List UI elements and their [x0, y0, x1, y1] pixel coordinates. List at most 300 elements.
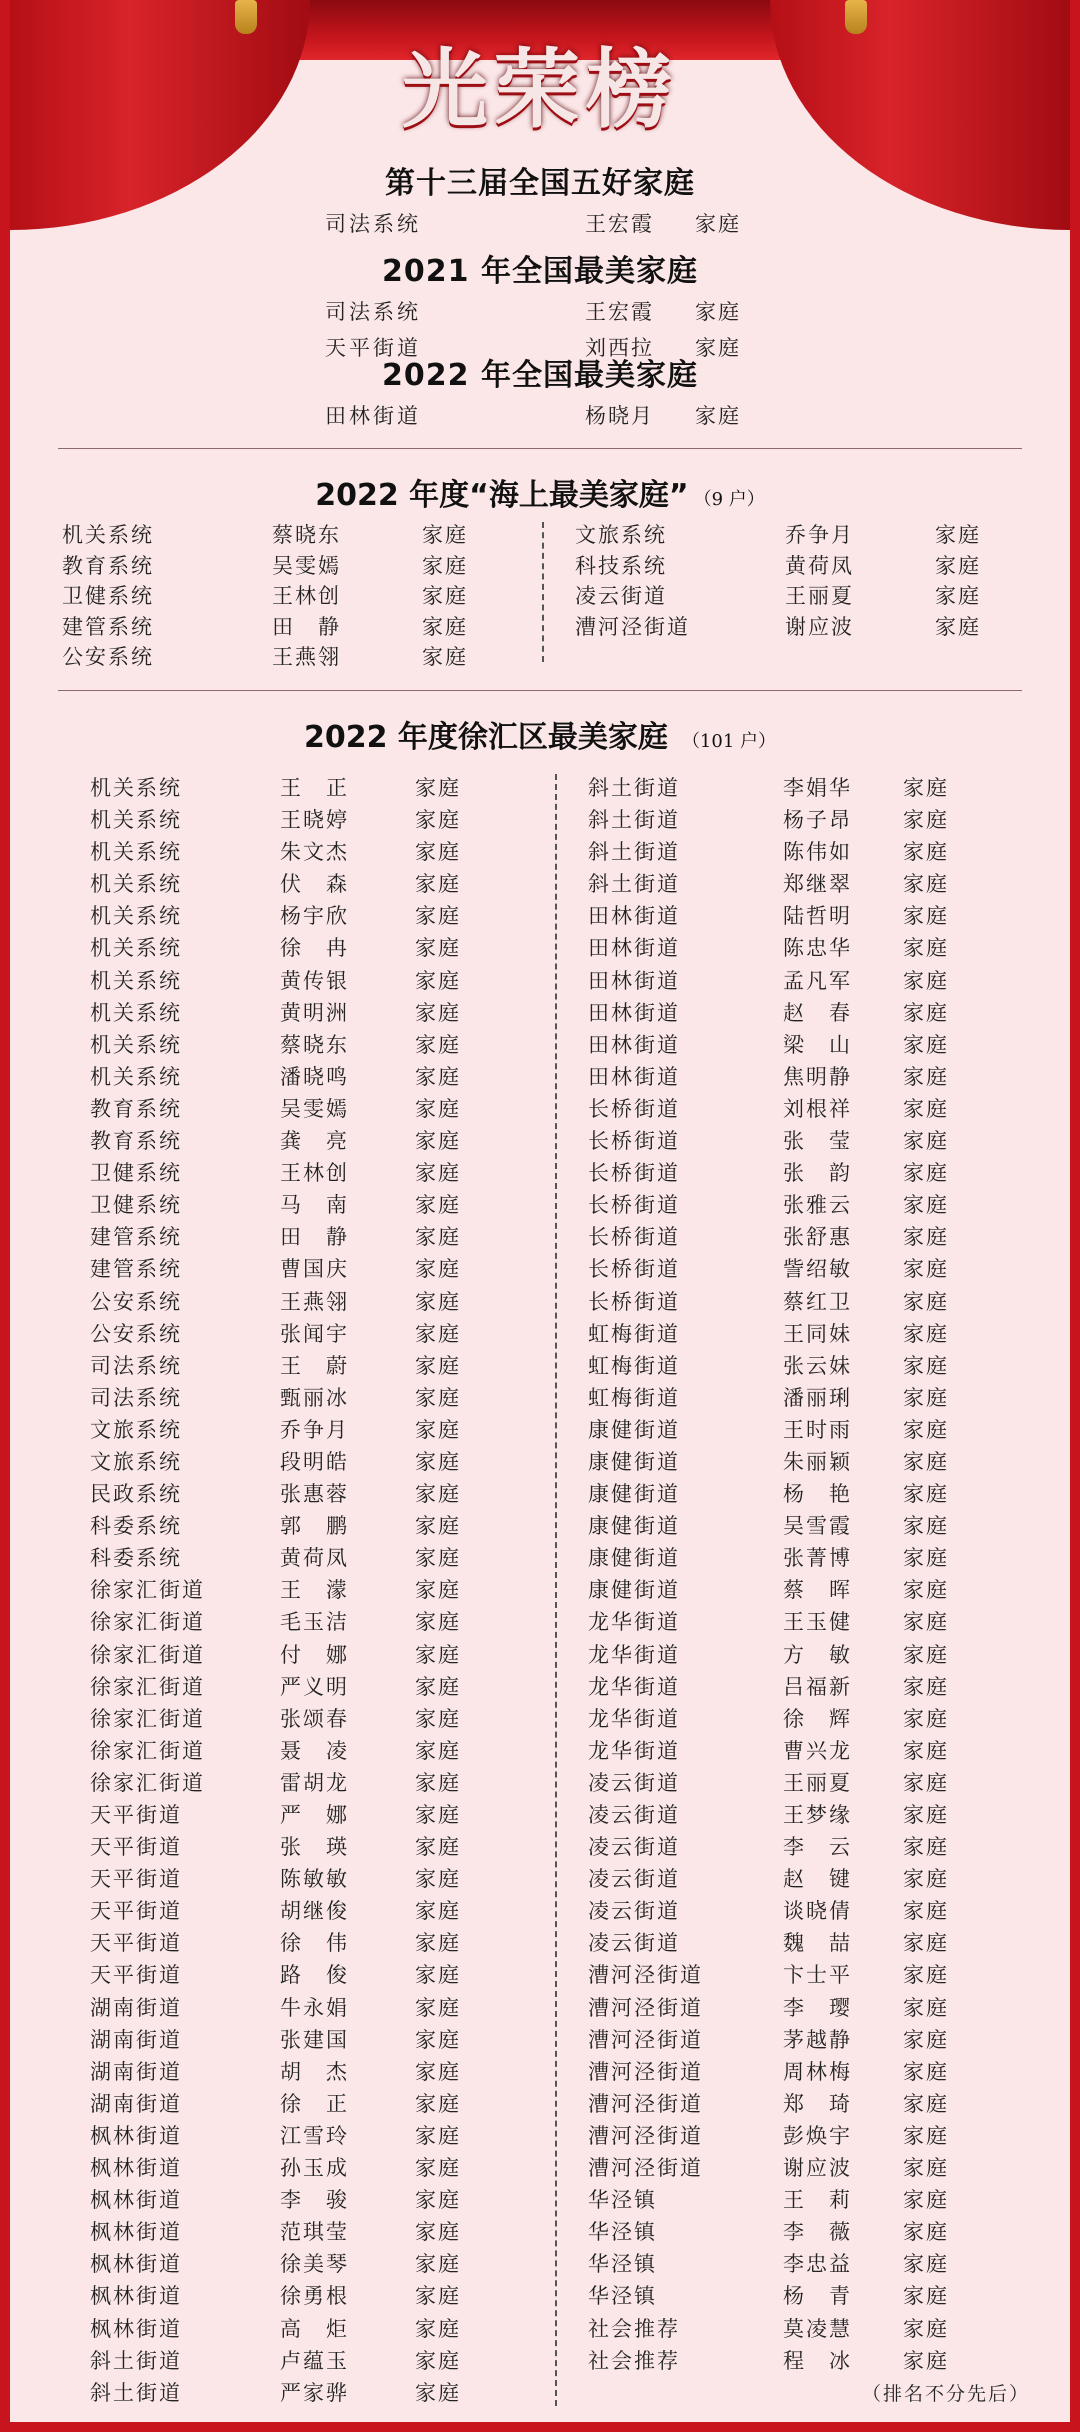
family-label: 家庭	[415, 2027, 461, 2052]
list-item	[62, 520, 492, 551]
unit-name: 教育系统	[90, 1096, 182, 1121]
unit-name: 枫林街道	[90, 2284, 182, 2309]
family-label: 家庭	[903, 2027, 949, 2052]
list-item	[588, 2248, 973, 2280]
family-label: 家庭	[903, 776, 949, 800]
list-item	[90, 2088, 485, 2120]
family-label: 家庭	[903, 1674, 949, 1699]
list-item	[588, 1542, 973, 1574]
list-item	[90, 900, 485, 932]
family-label: 家庭	[903, 840, 949, 865]
unit-name: 凌云街道	[575, 584, 667, 608]
family-label: 家庭	[903, 1963, 949, 1988]
family-label: 家庭	[903, 1546, 949, 1571]
person-name: 严 娜	[280, 1803, 349, 1827]
unit-name: 教育系统	[62, 553, 154, 578]
family-label: 家庭	[695, 300, 741, 324]
list-item	[588, 1029, 973, 1061]
list-item	[588, 1992, 973, 2024]
family-label: 家庭	[695, 212, 741, 236]
list-item	[90, 1253, 485, 1285]
list-item	[575, 612, 1005, 643]
list-item	[588, 2024, 973, 2056]
unit-name: 华泾镇	[588, 2284, 657, 2309]
list-item	[90, 965, 485, 997]
family-label: 家庭	[415, 1899, 461, 1924]
person-name: 雷胡龙	[280, 1770, 349, 1795]
family-label: 家庭	[903, 2348, 949, 2373]
honor-block	[10, 350, 1070, 430]
person-name: 郑 琦	[783, 2091, 852, 2116]
unit-name: 科委系统	[90, 1546, 182, 1571]
unit-name: 徐家汇街道	[90, 1706, 205, 1731]
list-item	[588, 2152, 973, 2184]
family-label: 家庭	[415, 1449, 461, 1474]
unit-name: 机关系统	[90, 840, 182, 865]
family-label: 家庭	[415, 1353, 461, 1378]
person-name: 莫凌慧	[783, 2316, 852, 2341]
family-label: 家庭	[903, 872, 949, 897]
family-label: 家庭	[903, 2284, 949, 2309]
list-item	[588, 1446, 973, 1478]
column-separator	[542, 522, 544, 662]
list-item	[588, 1831, 973, 1863]
family-label: 家庭	[903, 904, 949, 929]
list-item	[588, 2120, 973, 2152]
person-name: 段明皓	[280, 1449, 349, 1474]
list-item	[588, 1286, 973, 1318]
unit-name: 凌云街道	[588, 1867, 680, 1892]
unit-name: 教育系统	[90, 1129, 182, 1154]
person-name: 甄丽冰	[280, 1385, 349, 1410]
honor-heading: 第十三届全国五好家庭	[385, 166, 695, 201]
list-item	[90, 1927, 485, 1959]
unit-name: 斜土街道	[588, 840, 680, 865]
person-name: 毛玉洁	[280, 1610, 349, 1635]
family-label: 家庭	[415, 2156, 461, 2181]
person-name: 卢蕴玉	[280, 2348, 349, 2373]
unit-name: 民政系统	[90, 1482, 182, 1507]
person-name: 田 静	[280, 1225, 349, 1250]
list-item	[588, 1157, 973, 1189]
family-label: 家庭	[903, 2188, 949, 2213]
person-name: 聂 凌	[280, 1738, 349, 1763]
family-label: 家庭	[903, 1321, 949, 1346]
person-name: 路 俊	[280, 1963, 349, 1988]
unit-name: 华泾镇	[588, 2220, 657, 2245]
family-label: 家庭	[903, 1193, 949, 1218]
person-name: 张闻宇	[280, 1321, 349, 1346]
family-label: 家庭	[415, 1738, 461, 1763]
list-item	[90, 1639, 485, 1671]
unit-name: 卫健系统	[62, 584, 154, 608]
family-label: 家庭	[415, 2188, 461, 2213]
unit-name: 枫林街道	[90, 2123, 182, 2148]
list-item	[90, 1414, 485, 1446]
unit-name: 湖南街道	[90, 2059, 182, 2084]
family-label: 家庭	[695, 336, 741, 360]
unit-name: 公安系统	[90, 1321, 182, 1346]
family-label: 家庭	[903, 1289, 949, 1314]
family-label: 家庭	[903, 808, 949, 833]
list-item	[90, 1286, 485, 1318]
person-name: 王晓婷	[280, 808, 349, 833]
list-item	[588, 1703, 973, 1735]
person-name: 王燕翎	[280, 1289, 349, 1314]
person-name: 杨 青	[783, 2284, 852, 2309]
list-item	[588, 772, 973, 804]
unit-name: 龙华街道	[588, 1706, 680, 1731]
unit-name: 田林街道	[588, 1032, 680, 1057]
unit-name: 田林街道	[325, 404, 421, 428]
list-item	[588, 1927, 973, 1959]
list-item	[90, 2152, 485, 2184]
family-label: 家庭	[415, 776, 461, 800]
person-name: 谢应波	[783, 2156, 852, 2181]
person-name: 张云妹	[783, 1353, 852, 1378]
unit-name: 虹梅街道	[588, 1321, 680, 1346]
person-name: 卞士平	[783, 1963, 852, 1988]
unit-name: 机关系统	[90, 808, 182, 833]
list-item	[90, 804, 485, 836]
person-name: 陈伟如	[783, 840, 852, 865]
person-name: 徐 伟	[280, 1931, 349, 1956]
unit-name: 康健街道	[588, 1482, 680, 1507]
family-label: 家庭	[415, 2348, 461, 2373]
honor-block	[10, 246, 1070, 362]
person-name: 黄荷凤	[785, 553, 854, 578]
person-name: 龚 亮	[280, 1129, 349, 1154]
haishang-list-left	[62, 520, 492, 673]
person-name: 严家骅	[280, 2380, 349, 2405]
honor-block	[10, 158, 1070, 238]
unit-name: 长桥街道	[588, 1225, 680, 1250]
unit-name: 徐家汇街道	[90, 1770, 205, 1795]
person-name: 黄传银	[280, 968, 349, 993]
family-label: 家庭	[415, 1000, 461, 1025]
person-name: 谢应波	[785, 614, 854, 639]
family-label: 家庭	[903, 1161, 949, 1186]
family-label: 家庭	[415, 2252, 461, 2277]
person-name: 乔争月	[785, 523, 854, 547]
haishang-count: （9 户）	[702, 489, 765, 510]
unit-name: 华泾镇	[588, 2252, 657, 2277]
person-name: 蔡红卫	[783, 1289, 852, 1314]
person-name: 赵 键	[783, 1867, 852, 1892]
person-name: 焦明静	[783, 1064, 852, 1089]
person-name: 曹兴龙	[783, 1738, 852, 1763]
list-item	[90, 997, 485, 1029]
list-item	[588, 1093, 973, 1125]
family-label: 家庭	[415, 1835, 461, 1860]
haishang-title: 2022 年度“海上最美家庭”	[315, 478, 689, 513]
family-label: 家庭	[903, 1000, 949, 1025]
unit-name: 斜土街道	[588, 872, 680, 897]
person-name: 蔡晓东	[272, 523, 341, 547]
person-name: 范琪莹	[280, 2220, 349, 2245]
list-item	[90, 1221, 485, 1253]
unit-name: 田林街道	[588, 936, 680, 961]
family-label: 家庭	[903, 1385, 949, 1410]
list-item	[90, 2056, 485, 2088]
list-item	[575, 551, 1005, 582]
unit-name: 社会推荐	[588, 2348, 680, 2373]
list-item	[90, 2313, 485, 2345]
list-item	[588, 2088, 973, 2120]
unit-name: 卫健系统	[90, 1193, 182, 1218]
person-name: 杨子昂	[783, 808, 852, 833]
unit-name: 徐家汇街道	[90, 1674, 205, 1699]
family-label: 家庭	[903, 1353, 949, 1378]
unit-name: 漕河泾街道	[588, 2091, 703, 2116]
list-item	[90, 1125, 485, 1157]
person-name: 胡继俊	[280, 1899, 349, 1924]
unit-name: 凌云街道	[588, 1931, 680, 1956]
unit-name: 司法系统	[325, 300, 421, 324]
unit-name: 天平街道	[90, 1931, 182, 1956]
list-item	[90, 1735, 485, 1767]
list-item	[90, 1318, 485, 1350]
unit-name: 科技系统	[575, 553, 667, 578]
family-label: 家庭	[415, 808, 461, 833]
list-item	[588, 1382, 973, 1414]
unit-name: 长桥街道	[588, 1257, 680, 1282]
unit-name: 康健街道	[588, 1449, 680, 1474]
family-label: 家庭	[903, 1449, 949, 1474]
person-name: 马 南	[280, 1193, 349, 1218]
person-name: 程 冰	[783, 2348, 852, 2373]
family-label: 家庭	[415, 1706, 461, 1731]
unit-name: 枫林街道	[90, 2156, 182, 2181]
person-name: 王丽夏	[785, 584, 854, 608]
person-name: 吴雯嫣	[280, 1096, 349, 1121]
list-item	[588, 2056, 973, 2088]
person-name: 王时雨	[783, 1417, 852, 1442]
person-name: 彭焕宇	[783, 2123, 852, 2148]
family-label: 家庭	[415, 1546, 461, 1571]
person-name: 茅越静	[783, 2027, 852, 2052]
unit-name: 枫林街道	[90, 2252, 182, 2277]
family-label: 家庭	[415, 1289, 461, 1314]
family-label: 家庭	[415, 2380, 461, 2405]
unit-name: 科委系统	[90, 1514, 182, 1539]
person-name: 张 瑛	[280, 1835, 349, 1860]
list-item	[588, 2345, 973, 2377]
person-name: 王 濛	[280, 1578, 349, 1603]
family-label: 家庭	[415, 1193, 461, 1218]
list-item	[90, 2184, 485, 2216]
unit-name: 文旅系统	[90, 1449, 182, 1474]
unit-name: 康健街道	[588, 1514, 680, 1539]
unit-name: 虹梅街道	[588, 1353, 680, 1378]
unit-name: 天平街道	[325, 336, 421, 360]
unit-name: 湖南街道	[90, 1995, 182, 2020]
family-label: 家庭	[415, 840, 461, 865]
family-label: 家庭	[903, 968, 949, 993]
unit-name: 龙华街道	[588, 1610, 680, 1635]
person-name: 方 敏	[783, 1642, 852, 1667]
person-name: 潘丽琍	[783, 1385, 852, 1410]
column-separator	[555, 774, 557, 2406]
unit-name: 徐家汇街道	[90, 1610, 205, 1635]
person-name: 蔡 晖	[783, 1578, 852, 1603]
list-item	[588, 1606, 973, 1638]
list-item	[90, 1061, 485, 1093]
person-name: 刘根祥	[783, 1096, 852, 1121]
unit-name: 凌云街道	[588, 1770, 680, 1795]
unit-name: 机关系统	[90, 776, 182, 800]
list-item	[588, 2280, 973, 2312]
list-item	[90, 836, 485, 868]
person-name: 曹国庆	[280, 1257, 349, 1282]
unit-name: 漕河泾街道	[588, 1963, 703, 1988]
list-item	[588, 2313, 973, 2345]
person-name: 李娟华	[783, 776, 852, 800]
person-name: 王同妹	[783, 1321, 852, 1346]
family-label: 家庭	[903, 1417, 949, 1442]
family-label: 家庭	[903, 1225, 949, 1250]
family-label: 家庭	[903, 1835, 949, 1860]
list-item	[588, 1735, 973, 1767]
person-name: 郭 鹏	[280, 1514, 349, 1539]
family-label: 家庭	[415, 1129, 461, 1154]
family-label: 家庭	[422, 645, 468, 669]
family-label: 家庭	[903, 1931, 949, 1956]
list-item	[588, 868, 973, 900]
family-label: 家庭	[903, 1064, 949, 1089]
family-label: 家庭	[415, 2284, 461, 2309]
list-item	[90, 1767, 485, 1799]
person-name: 严义明	[280, 1674, 349, 1699]
family-label: 家庭	[415, 1770, 461, 1795]
family-label: 家庭	[903, 1610, 949, 1635]
family-label: 家庭	[422, 584, 468, 608]
family-label: 家庭	[903, 1514, 949, 1539]
family-label: 家庭	[935, 584, 981, 608]
unit-name: 机关系统	[90, 872, 182, 897]
list-item	[90, 1606, 485, 1638]
person-name: 张舒惠	[783, 1225, 852, 1250]
unit-name: 漕河泾街道	[588, 2027, 703, 2052]
unit-name: 龙华街道	[588, 1642, 680, 1667]
list-item	[90, 1510, 485, 1542]
family-label: 家庭	[415, 1931, 461, 1956]
family-label: 家庭	[903, 1803, 949, 1827]
list-item	[588, 1639, 973, 1671]
unit-name: 斜土街道	[90, 2348, 182, 2373]
family-label: 家庭	[903, 1867, 949, 1892]
family-label: 家庭	[415, 1578, 461, 1603]
person-name: 王林创	[272, 584, 341, 608]
unit-name: 漕河泾街道	[575, 614, 690, 639]
unit-name: 枫林街道	[90, 2188, 182, 2213]
family-label: 家庭	[903, 1129, 949, 1154]
list-item	[90, 2377, 485, 2409]
unit-name: 湖南街道	[90, 2027, 182, 2052]
list-item	[588, 965, 973, 997]
list-item	[90, 2024, 485, 2056]
person-name: 朱丽颖	[783, 1449, 852, 1474]
person-name: 陈忠华	[783, 936, 852, 961]
person-name: 陆哲明	[783, 904, 852, 929]
family-label: 家庭	[415, 1803, 461, 1827]
list-item	[588, 1671, 973, 1703]
unit-name: 漕河泾街道	[588, 2123, 703, 2148]
family-label: 家庭	[415, 1995, 461, 2020]
unit-name: 徐家汇街道	[90, 1578, 205, 1603]
person-name: 张菁博	[783, 1546, 852, 1571]
person-name: 杨 艳	[783, 1482, 852, 1507]
unit-name: 斜土街道	[588, 808, 680, 833]
person-name: 王宏霞	[585, 212, 654, 236]
family-label: 家庭	[422, 614, 468, 639]
person-name: 梁 山	[783, 1032, 852, 1057]
list-item	[62, 642, 492, 673]
family-label: 家庭	[935, 523, 981, 547]
unit-name: 机关系统	[62, 523, 154, 547]
list-item	[90, 1959, 485, 1991]
list-item	[588, 1959, 973, 1991]
person-name: 杨宇欣	[280, 904, 349, 929]
family-label: 家庭	[415, 904, 461, 929]
list-item	[575, 581, 1005, 612]
list-item	[90, 1029, 485, 1061]
unit-name: 长桥街道	[588, 1096, 680, 1121]
family-label: 家庭	[903, 1738, 949, 1763]
unit-name: 斜土街道	[90, 2380, 182, 2405]
unit-name: 天平街道	[90, 1803, 182, 1827]
list-item	[588, 1799, 973, 1831]
unit-name: 司法系统	[90, 1385, 182, 1410]
family-label: 家庭	[422, 553, 468, 578]
list-item	[588, 1510, 973, 1542]
unit-name: 天平街道	[90, 1899, 182, 1924]
list-item	[90, 1863, 485, 1895]
family-label: 家庭	[903, 2316, 949, 2341]
person-name: 孙玉成	[280, 2156, 349, 2181]
person-name: 李忠益	[783, 2252, 852, 2277]
unit-name: 司法系统	[90, 1353, 182, 1378]
list-item	[588, 1318, 973, 1350]
list-item	[588, 1189, 973, 1221]
family-label: 家庭	[415, 1321, 461, 1346]
person-name: 张惠蓉	[280, 1482, 349, 1507]
list-item	[588, 804, 973, 836]
list-item	[90, 1799, 485, 1831]
xuhui-title: 2022 年度徐汇区最美家庭	[303, 720, 668, 755]
person-name: 魏 喆	[783, 1931, 852, 1956]
honor-heading: 2022 年全国最美家庭	[382, 358, 698, 393]
family-label: 家庭	[903, 1032, 949, 1057]
family-label: 家庭	[903, 1899, 949, 1924]
person-name: 李 骏	[280, 2188, 349, 2213]
family-label: 家庭	[903, 2059, 949, 2084]
list-item	[90, 1574, 485, 1606]
unit-name: 田林街道	[588, 1000, 680, 1025]
person-name: 郑继翠	[783, 872, 852, 897]
list-item	[588, 900, 973, 932]
family-label: 家庭	[903, 2156, 949, 2181]
unit-name: 长桥街道	[588, 1289, 680, 1314]
person-name: 徐勇根	[280, 2284, 349, 2309]
haishang-list-right	[575, 520, 1005, 642]
list-item	[90, 1189, 485, 1221]
person-name: 胡 杰	[280, 2059, 349, 2084]
list-item	[90, 932, 485, 964]
list-item	[90, 2120, 485, 2152]
person-name: 乔争月	[280, 1417, 349, 1442]
person-name: 张 韵	[783, 1161, 852, 1186]
